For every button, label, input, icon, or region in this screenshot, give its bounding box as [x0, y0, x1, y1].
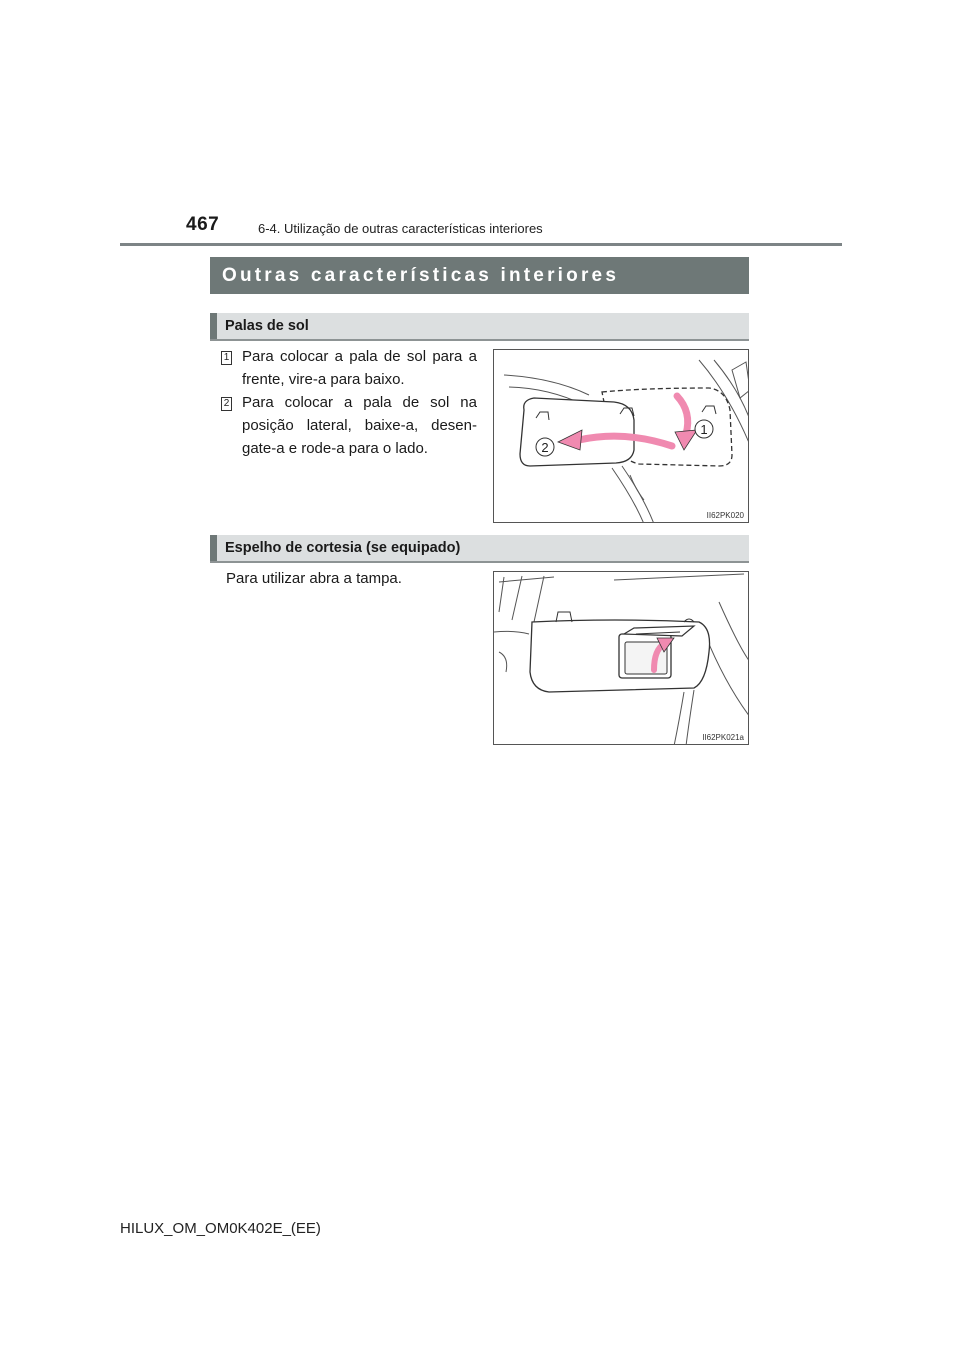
figure-code: II62PK020 [706, 511, 744, 520]
sun-visor-figure [493, 349, 749, 523]
footer-document-code: HILUX_OM_OM0K402E_(EE) [120, 1220, 321, 1237]
subsection-sun-visors [210, 313, 749, 341]
subsection-vanity-mirror [210, 535, 749, 563]
arrow-1-head [675, 430, 697, 450]
vanity-mirror-text: Para utilizar abra a tampa. [226, 570, 402, 587]
step-badge-1: 1 [221, 351, 232, 365]
page-number: 467 [186, 214, 220, 235]
vanity-mirror-illustration [494, 572, 749, 745]
subsection-heading: Palas de sol [225, 318, 309, 334]
callout-label-1: 1 [700, 422, 708, 437]
sun-visor-illustration [494, 350, 749, 523]
subsection-heading: Espelho de cortesia (se equipado) [225, 540, 461, 556]
header-rule [120, 243, 842, 246]
subsection-accent [210, 313, 217, 339]
step-badge-2: 2 [221, 397, 232, 411]
step-text-2: Para colocar a pala de sol na posição lateral, baixe-a, desen-gate-a e rode-a para o lado. [242, 394, 477, 457]
section-title: Outras características interiores [210, 257, 749, 294]
callout-label-2: 2 [541, 440, 549, 455]
step-text-1: Para colocar a pala de sol para a frente, vire-a para baixo. [242, 348, 477, 388]
arrow-1-shaft [677, 396, 688, 434]
subsection-accent [210, 535, 217, 561]
running-header: 6-4. Utilização de outras características interiores [258, 221, 543, 236]
figure-code: II62PK021a [702, 733, 744, 742]
vanity-mirror-figure [493, 571, 749, 745]
